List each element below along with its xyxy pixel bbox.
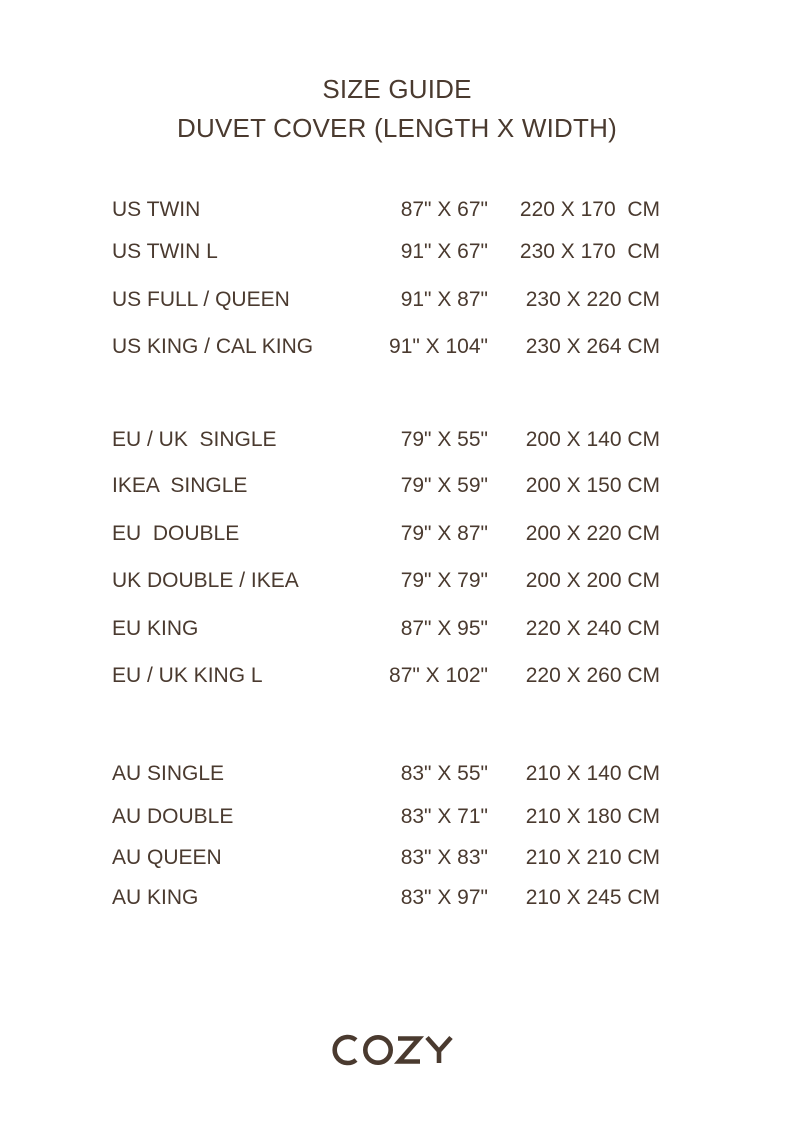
- size-inches: 91" X 87": [400, 288, 488, 311]
- size-name: US KING / CAL KING: [112, 335, 314, 358]
- size-cm: 210 X 180 CM: [525, 805, 660, 828]
- size-name: AU SINGLE: [112, 762, 225, 785]
- size-name: EU / UK SINGLE: [112, 428, 277, 451]
- size-cm: 200 X 150 CM: [525, 474, 660, 497]
- size-inches: 83" X 83": [400, 846, 488, 869]
- size-inches: 83" X 55": [400, 762, 488, 785]
- size-inches: 87" X 67": [400, 198, 488, 221]
- size-cm: 200 X 220 CM: [525, 522, 660, 545]
- size-row: [0, 802, 794, 832]
- size-row: [0, 843, 794, 873]
- size-inches: 91" X 104": [389, 335, 488, 358]
- size-inches: 79" X 55": [400, 428, 488, 451]
- size-name: UK DOUBLE / IKEA: [112, 569, 299, 592]
- size-cm: 200 X 200 CM: [525, 569, 660, 592]
- size-row: [0, 661, 794, 691]
- size-cm: 210 X 210 CM: [525, 846, 660, 869]
- size-name: IKEA SINGLE: [112, 474, 248, 497]
- size-cm: 210 X 140 CM: [525, 762, 660, 785]
- size-cm: 210 X 245 CM: [525, 886, 660, 909]
- size-row: [0, 332, 794, 362]
- size-row: [0, 759, 794, 789]
- size-cm: 220 X 170 CM: [519, 198, 660, 221]
- size-inches: 91" X 67": [400, 240, 488, 263]
- size-inches: 87" X 95": [400, 617, 488, 640]
- size-row: [0, 425, 794, 455]
- page-title: SIZE GUIDE: [322, 74, 472, 104]
- size-cm: 230 X 170 CM: [519, 240, 660, 263]
- size-name: AU QUEEN: [112, 846, 222, 869]
- size-inches: 79" X 59": [400, 474, 488, 497]
- size-name: EU KING: [112, 617, 199, 640]
- size-row: [0, 519, 794, 549]
- size-cm: 230 X 220 CM: [525, 288, 660, 311]
- size-inches: 83" X 71": [400, 805, 488, 828]
- size-inches: 83" X 97": [400, 886, 488, 909]
- brand-logo: [0, 1030, 794, 1075]
- size-name: AU DOUBLE: [112, 805, 234, 828]
- size-name: EU DOUBLE: [112, 522, 240, 545]
- size-inches: 87" X 102": [389, 664, 488, 687]
- size-row: [0, 285, 794, 315]
- size-inches: 79" X 79": [400, 569, 488, 592]
- size-name: US FULL / QUEEN: [112, 288, 290, 311]
- size-cm: 220 X 240 CM: [525, 617, 660, 640]
- size-name: AU KING: [112, 886, 199, 909]
- size-name: US TWIN: [112, 198, 201, 221]
- size-row: [0, 195, 794, 225]
- size-cm: 230 X 264 CM: [525, 335, 660, 358]
- size-cm: 220 X 260 CM: [525, 664, 660, 687]
- size-inches: 79" X 87": [400, 522, 488, 545]
- size-row: [0, 614, 794, 644]
- size-name: US TWIN L: [112, 240, 218, 263]
- size-cm: 200 X 140 CM: [525, 428, 660, 451]
- size-row: [0, 883, 794, 913]
- size-name: EU / UK KING L: [112, 664, 263, 687]
- size-row: [0, 566, 794, 596]
- page-subtitle: DUVET COVER (LENGTH X WIDTH): [177, 113, 617, 143]
- size-row: [0, 471, 794, 501]
- size-row: [0, 237, 794, 267]
